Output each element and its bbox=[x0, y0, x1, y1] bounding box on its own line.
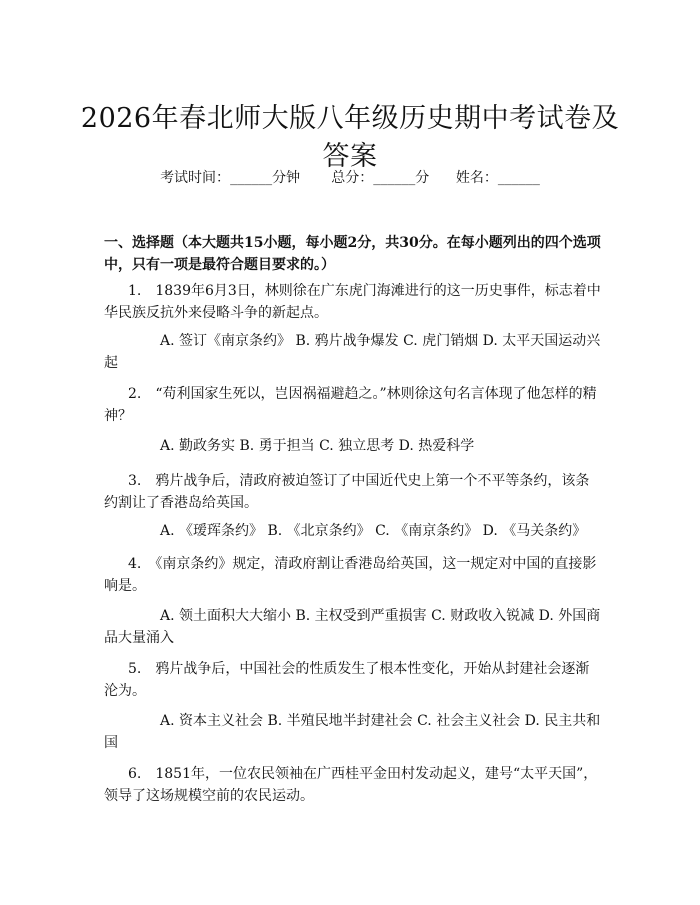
question-3: 3. 鸦片战争后，清政府被迫签订了中国近代史上第一个不平等条约，该条约割让了香港岛给英国。 bbox=[104, 473, 590, 511]
section-heading: 一、选择题（本大题共15小题，每小题2分，共30分。在每小题列出的四个选项中，只有一项是最符合题目要求的。） bbox=[104, 235, 601, 273]
question-1: 1. 1839年6月3日，林则徐在广东虎门海滩进行的这一历史事件，标志着中华民族反抗外来侵略斗争的新起点。 bbox=[104, 283, 601, 321]
question-4-options: A. 领土面积大大缩小 B. 主权受到严重损害 C. 财政收入锐减 D. 外国商品大量涌入 bbox=[104, 608, 601, 646]
name-blank: ______ bbox=[497, 170, 540, 186]
question-6: 6. 1851年，一位农民领袖在广西桂平金田村发动起义，建号“太平天国”，领导了这场规模空前的农民运动。 bbox=[104, 766, 598, 804]
exam-time-blank: ______ bbox=[230, 170, 273, 186]
question-1-options: A. 签订《南京条约》 B. 鸦片战争爆发 C. 虎门销烟 D. 太平天国运动兴起 bbox=[104, 333, 601, 371]
question-2: 2. “苟利国家生死以，岂因祸福避趋之。”林则徐这句名言体现了他怎样的精神？ bbox=[104, 386, 597, 424]
score-unit: 分 bbox=[415, 170, 430, 186]
score-blank: ______ bbox=[373, 170, 416, 186]
question-4: 4. 《南京条约》规定，清政府割让香港岛给英国，这一规定对中国的直接影响是。 bbox=[104, 556, 597, 594]
question-5: 5. 鸦片战争后，中国社会的性质发生了根本性变化，开始从封建社会逐渐沦为。 bbox=[104, 661, 590, 699]
exam-info-line bbox=[0, 168, 700, 188]
question-3-options: A. 《瑷珲条约》 B. 《北京条约》 C. 《南京条约》 D. 《马关条约》 bbox=[160, 523, 587, 539]
score-label: 总分： bbox=[331, 170, 374, 186]
question-2-options: A. 勤政务实 B. 勇于担当 C. 独立思考 D. 热爱科学 bbox=[160, 438, 475, 454]
name-label: 姓名： bbox=[455, 170, 498, 186]
question-5-options: A. 资本主义社会 B. 半殖民地半封建社会 C. 社会主义社会 D. 民主共和国 bbox=[104, 713, 601, 751]
page-title: 2026年春北师大版八年级历史期中考试卷及答案 bbox=[80, 103, 620, 173]
exam-time-label: 考试时间： bbox=[160, 170, 231, 186]
exam-time-unit: 分钟 bbox=[272, 170, 301, 186]
